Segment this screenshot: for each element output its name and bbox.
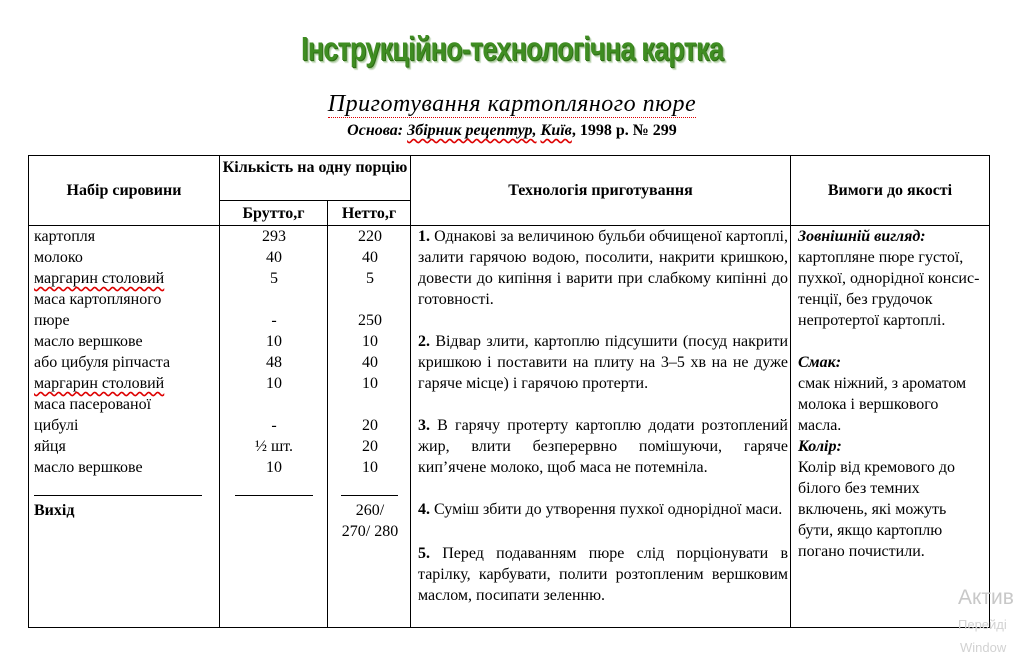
quality-heading: Колір:: [798, 438, 842, 455]
ingredient-net: 20: [362, 417, 378, 434]
header-technology: Технологія приготування: [508, 182, 693, 199]
quality-heading: Смак:: [798, 354, 842, 371]
quality-appearance: [798, 226, 980, 331]
step-number: 2.: [418, 333, 430, 350]
step-text: Відвар злити, картоплю підсушити (посуд накрити кришкою і поставити на плиту на 3–5 хв на не дуже гаряче місце) і гарячою протерти.: [418, 333, 789, 392]
ingredient-name: масло вершкове: [34, 333, 143, 350]
ingredient-gross: 48: [266, 354, 282, 371]
header-gross: Брутто,г: [242, 205, 305, 222]
ingredient-net: 20: [362, 438, 378, 455]
output-label: Вихід: [34, 502, 75, 519]
technology-step: [418, 226, 788, 331]
header-ingredients: Набір сировини: [66, 182, 182, 199]
quality-text: смак ніжний, з ароматом молока і вершкового масла.: [798, 375, 967, 434]
step-text: Однакові за величиною бульби обчищеної картоплі, залити гарячою водою, посолити, накрити кришкою, довести до кипіння і варити при слабкому кипінні до готовності.: [418, 228, 788, 308]
ingredient-gross: 40: [266, 249, 282, 266]
ingredient-gross: 10: [266, 375, 282, 392]
ingredient-name: маса картопляного: [34, 291, 162, 308]
watermark-line3: Window: [960, 640, 1007, 655]
ingredient-gross: 10: [266, 459, 282, 476]
table-border-top: [28, 155, 990, 156]
ingredient-name: молоко: [34, 249, 83, 266]
technology-step: [418, 331, 788, 415]
quality-text: Колір від кремового до білого без темних включень, які можуть бути, якщо картоплю погано почистили.: [798, 459, 955, 560]
ingredient-gross: ½ шт.: [254, 438, 294, 455]
ingredient-name: цибулі: [34, 417, 79, 434]
document-title: Інструкційно-технологічна картка: [301, 30, 723, 67]
header-quality: Вимоги до якості: [827, 182, 953, 199]
step-number: 1.: [418, 228, 430, 245]
table-border-bottom: [28, 627, 990, 628]
ingredient-name: картопля: [34, 228, 96, 245]
ingredient-net: 10: [362, 375, 378, 392]
source-book: Збірник рецептур,: [407, 122, 537, 139]
ingredient-net: 250: [358, 312, 382, 329]
quality-color: [798, 436, 980, 562]
ingredient-name: маргарин столовий: [34, 375, 165, 392]
source-prefix: Основа:: [347, 122, 404, 139]
ingredient-gross: 10: [266, 333, 282, 350]
step-text: Суміш збити до утворення пухкої однорідної маси.: [434, 501, 783, 518]
ingredient-net: 10: [362, 459, 378, 476]
total-rule-net: [341, 495, 398, 496]
quantity-subheader-divider: [219, 200, 410, 201]
total-rule-gross: [235, 495, 313, 496]
source-line: [0, 122, 1024, 140]
column-divider-4: [790, 155, 791, 628]
step-text: В гарячу протерту картоплю додати розтоплений жир, влити безперервно помішуючи, гаряче кип’ячене молоко, щоб маса не потемніла.: [418, 417, 788, 476]
output-value-line2: 270/ 280: [341, 523, 399, 540]
ingredient-gross: 293: [262, 228, 286, 245]
ingredient-name: маргарин столовий: [34, 270, 165, 287]
step-number: 3.: [418, 417, 430, 434]
technology-step: [418, 415, 788, 499]
header-net: Нетто,г: [341, 205, 397, 222]
quality-taste: [798, 352, 980, 436]
column-divider-1: [219, 155, 220, 628]
total-rule-ingredients: [34, 495, 202, 496]
quality-text: картопляне пюре густої, пухкої, однорідної консис-тенції, без грудочок непротертої картоплі.: [798, 249, 980, 329]
column-divider-2: [327, 200, 328, 628]
ingredient-name: маса пасерованої: [34, 396, 152, 413]
source-city: Київ: [540, 122, 572, 139]
ingredient-net: 40: [362, 354, 378, 371]
ingredient-name: або цибуля ріпчаста: [34, 354, 171, 371]
header-quantity: Кількість на одну порцію: [222, 159, 408, 176]
ingredient-gross: -: [271, 417, 277, 434]
ingredient-net: 5: [366, 270, 374, 287]
source-year: , 1998 р. № 299: [571, 122, 677, 139]
table-border-left: [28, 155, 29, 628]
step-number: 5.: [418, 545, 430, 562]
ingredient-net: 10: [362, 333, 378, 350]
watermark-line2: Перейді: [958, 617, 1007, 632]
quality-heading: Зовнішній вигляд:: [798, 228, 926, 245]
ingredient-name: масло вершкове: [34, 459, 143, 476]
watermark-line1: Актив: [958, 586, 1014, 609]
subtitle-text: Приготування картопляного пюре: [327, 91, 697, 117]
output-value-line1: 260/: [355, 502, 385, 519]
technology-step: [418, 543, 788, 627]
ingredient-net: 40: [362, 249, 378, 266]
step-text: Перед подаванням пюре слід порціонувати в тарілку, карбувати, полити розтопленим вершковим маслом, посипати зеленню.: [418, 545, 789, 604]
document-subtitle: [0, 91, 1024, 118]
ingredient-gross: 5: [270, 270, 278, 287]
ingredient-name: пюре: [34, 312, 70, 329]
table-border-right: [989, 155, 990, 628]
ingredient-gross: -: [271, 312, 277, 329]
ingredient-net: 220: [358, 228, 382, 245]
column-divider-3: [410, 155, 411, 628]
ingredient-name: яйця: [34, 438, 66, 455]
step-number: 4.: [418, 501, 430, 518]
technology-step: [418, 499, 788, 541]
